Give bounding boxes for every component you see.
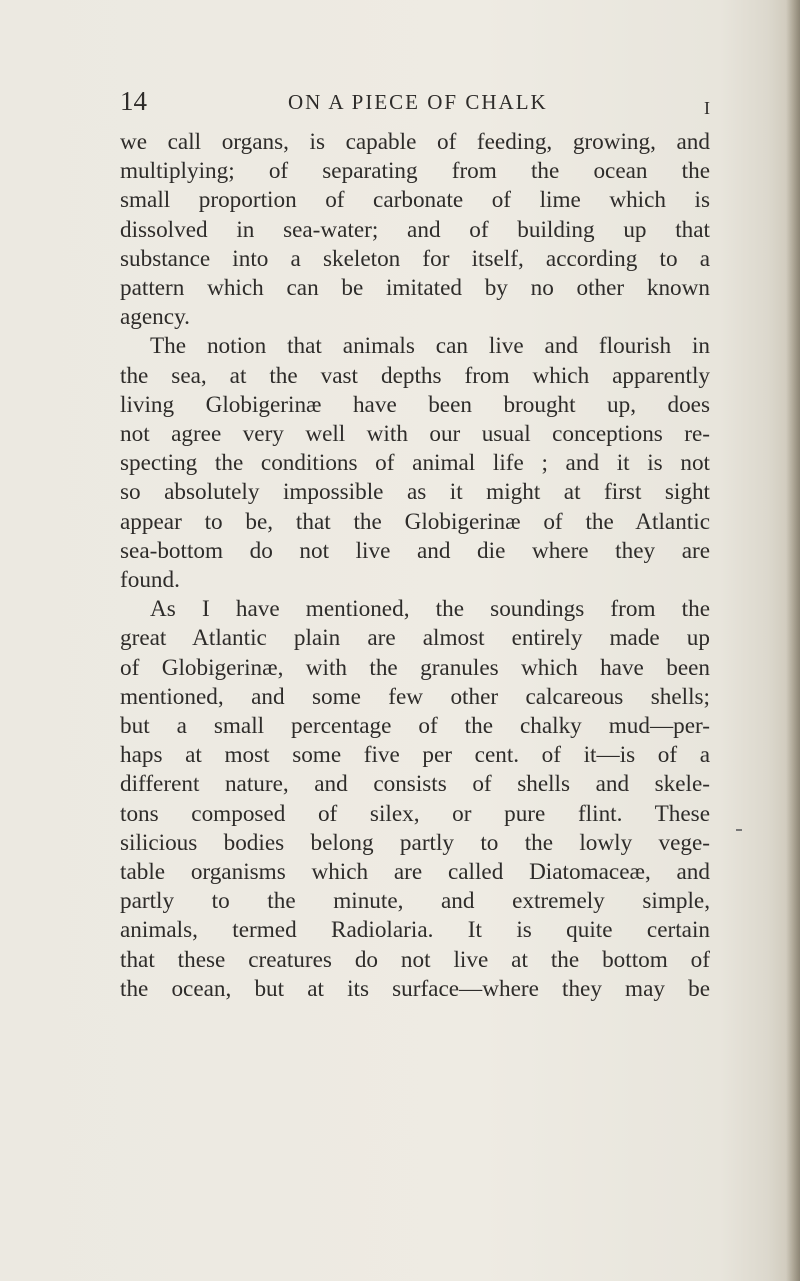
text-line: The notion that animals can live and flourish in bbox=[150, 333, 710, 360]
text-line: that these creatures do not live at the bottom of bbox=[120, 946, 710, 973]
text-line: substance into a skeleton for itself, according to a bbox=[120, 245, 710, 272]
text-line: the sea, at the vast depths from which apparently bbox=[120, 362, 710, 389]
text-line: living Globigerinæ have been brought up, does bbox=[120, 391, 710, 418]
text-line: mentioned, and some few other calcareous shells; bbox=[120, 683, 710, 710]
text-line: pattern which can be imitated by no other known bbox=[120, 275, 710, 302]
running-title: ON A PIECE OF CHALK bbox=[288, 90, 548, 114]
page-gutter-shadow bbox=[786, 0, 800, 1281]
page-number: 14 bbox=[120, 86, 147, 116]
text-line: different nature, and consists of shells and skele- bbox=[120, 771, 710, 798]
text-line: so absolutely impossible as it might at first sight bbox=[120, 479, 710, 506]
text-line: multiplying; of separating from the ocean the bbox=[120, 158, 710, 185]
text-line: agency. bbox=[120, 304, 190, 331]
text-line: of Globigerinæ, with the granules which have been bbox=[120, 654, 710, 681]
text-line: table organisms which are called Diatomaceæ, and bbox=[120, 859, 710, 886]
text-line: haps at most some five per cent. of it—is of a bbox=[120, 742, 710, 769]
text-line: partly to the minute, and extremely simple, bbox=[120, 888, 710, 915]
text-line: but a small percentage of the chalky mud—per- bbox=[120, 713, 710, 740]
text-line: appear to be, that the Globigerinæ of the Atlantic bbox=[120, 508, 710, 535]
text-line: found. bbox=[120, 567, 180, 594]
text-line: not agree very well with our usual conceptions re- bbox=[120, 421, 710, 448]
text-line: dissolved in sea-water; and of building up that bbox=[120, 216, 710, 243]
text-line: specting the conditions of animal life ; and it is not bbox=[120, 450, 710, 477]
text-line: the ocean, but at its surface—where they may be bbox=[120, 975, 710, 1002]
body-text bbox=[120, 128, 710, 1004]
text-line: tons composed of silex, or pure flint. These bbox=[120, 800, 710, 827]
running-head bbox=[120, 86, 710, 122]
text-line: animals, termed Radiolaria. It is quite certain bbox=[120, 917, 710, 944]
text-line: As I have mentioned, the soundings from the bbox=[150, 596, 710, 623]
text-line: small proportion of carbonate of lime which is bbox=[120, 187, 710, 214]
text-line: sea-bottom do not live and die where they are bbox=[120, 537, 710, 564]
text-line: great Atlantic plain are almost entirely made up bbox=[120, 625, 710, 652]
text-line: we call organs, is capable of feeding, growing, and bbox=[120, 129, 710, 155]
chapter-numeral: I bbox=[704, 98, 710, 118]
text-line: silicious bodies belong partly to the lowly vege- bbox=[120, 829, 710, 856]
margin-mark bbox=[736, 829, 742, 831]
